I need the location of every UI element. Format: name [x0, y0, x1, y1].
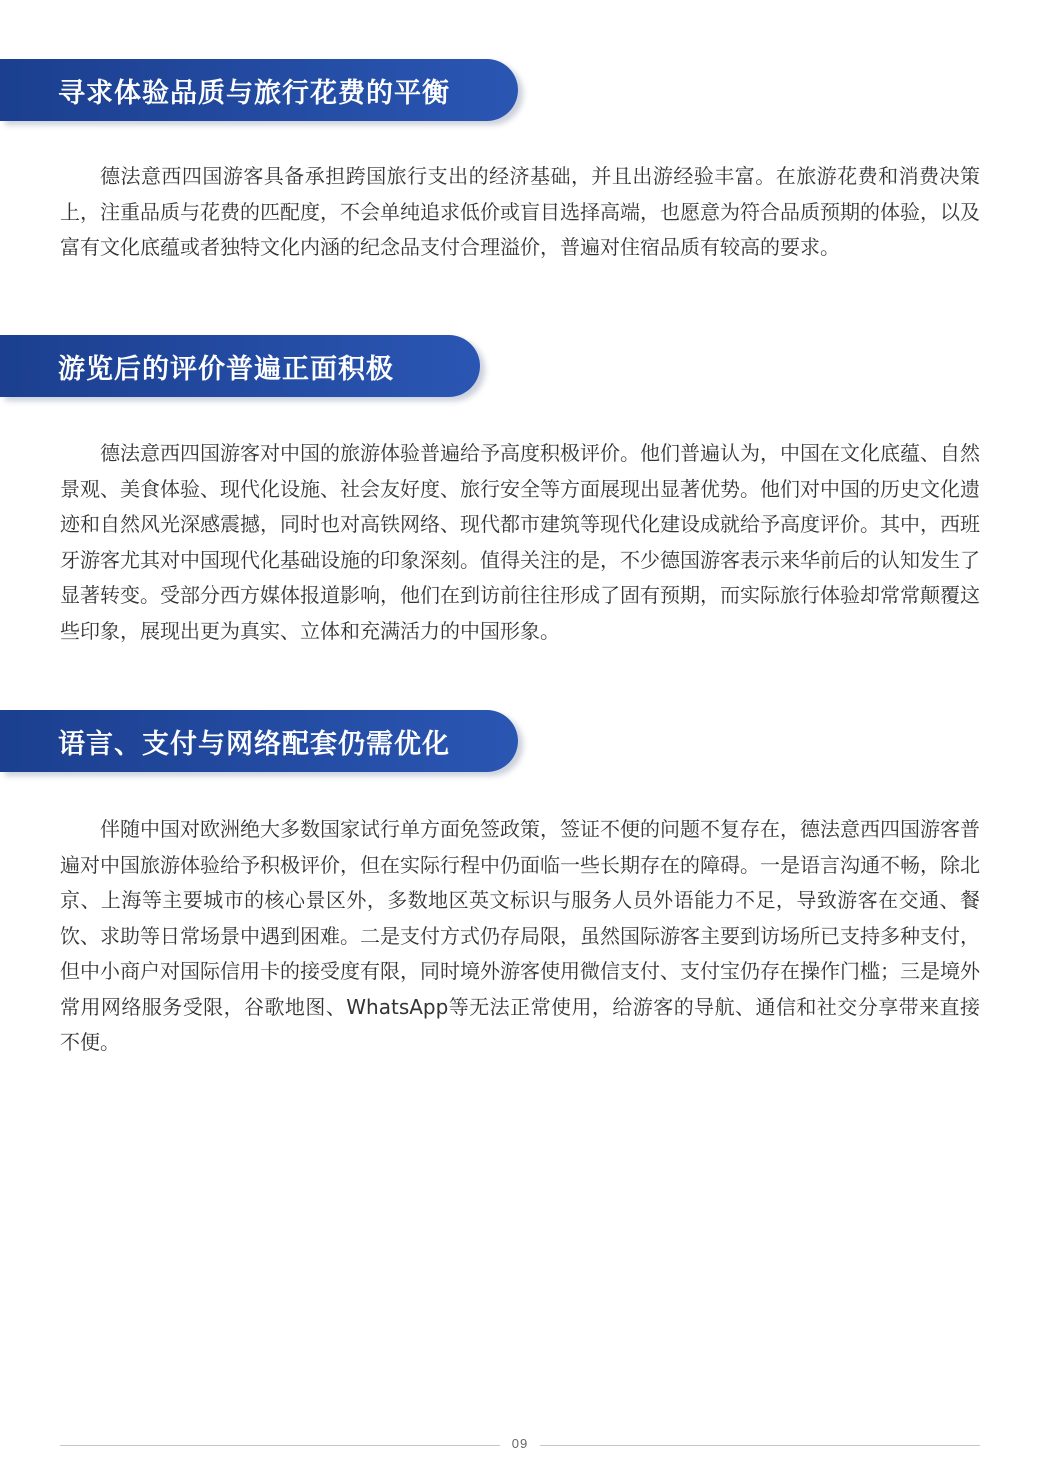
footer-rule-left [60, 1445, 500, 1446]
page-number: 09 [511, 1436, 529, 1451]
section-header-3 [0, 710, 518, 772]
section-title: 寻求体验品质与旅行花费的平衡 [58, 77, 450, 109]
section-paragraph: 伴随中国对欧洲绝大多数国家试行单方面免签政策，签证不便的问题不复存在，德法意西四国游客普遍对中国旅游体验给予积极评价，但在实际行程中仍面临一些长期存在的障碍。一是语言沟通不畅，除北京、上海等主要城市的核心景区外，多数地区英文标识与服务人员外语能力不足，导致游客在交通、餐饮、求助等日常场景中遇到困难。二是支付方式仍存局限，虽然国际游客主要到访场所已支持多种支付，但中小商户对国际信用卡的接受度有限，同时境外游客使用微信支付、支付宝仍存在操作门槛；三是境外常用网络服务受限，谷歌地图、WhatsApp等无法正常使用，给游客的导航、通信和社交分享带来直接不便。 [60, 817, 980, 1054]
footer-rule-right [540, 1445, 980, 1446]
section-header-2 [0, 335, 480, 397]
section-paragraph: 德法意西四国游客具备承担跨国旅行支出的经济基础，并且出游经验丰富。在旅游花费和消费决策上，注重品质与花费的匹配度，不会单纯追求低价或盲目选择高端，也愿意为符合品质预期的体验，以及富有文化底蕴或者独特文化内涵的纪念品支付合理溢价，普遍对住宿品质有较高的要求。 [60, 164, 980, 259]
section-title: 游览后的评价普遍正面积极 [58, 353, 394, 385]
section-header-1 [0, 59, 518, 121]
section-title: 语言、支付与网络配套仍需优化 [58, 728, 450, 760]
section-paragraph: 德法意西四国游客对中国的旅游体验普遍给予高度积极评价。他们普遍认为，中国在文化底蕴、自然景观、美食体验、现代化设施、社会友好度、旅行安全等方面展现出显著优势。他们对中国的历史文化遗迹和自然风光深感震撼，同时也对高铁网络、现代都市建筑等现代化建设成就给予高度评价。其中，西班牙游客尤其对中国现代化基础设施的印象深刻。值得关注的是，不少德国游客表示来华前后的认知发生了显著转变。受部分西方媒体报道影响，他们在到访前往往形成了固有预期，而实际旅行体验却常常颠覆这些印象，展现出更为真实、立体和充满活力的中国形象。 [60, 441, 980, 643]
